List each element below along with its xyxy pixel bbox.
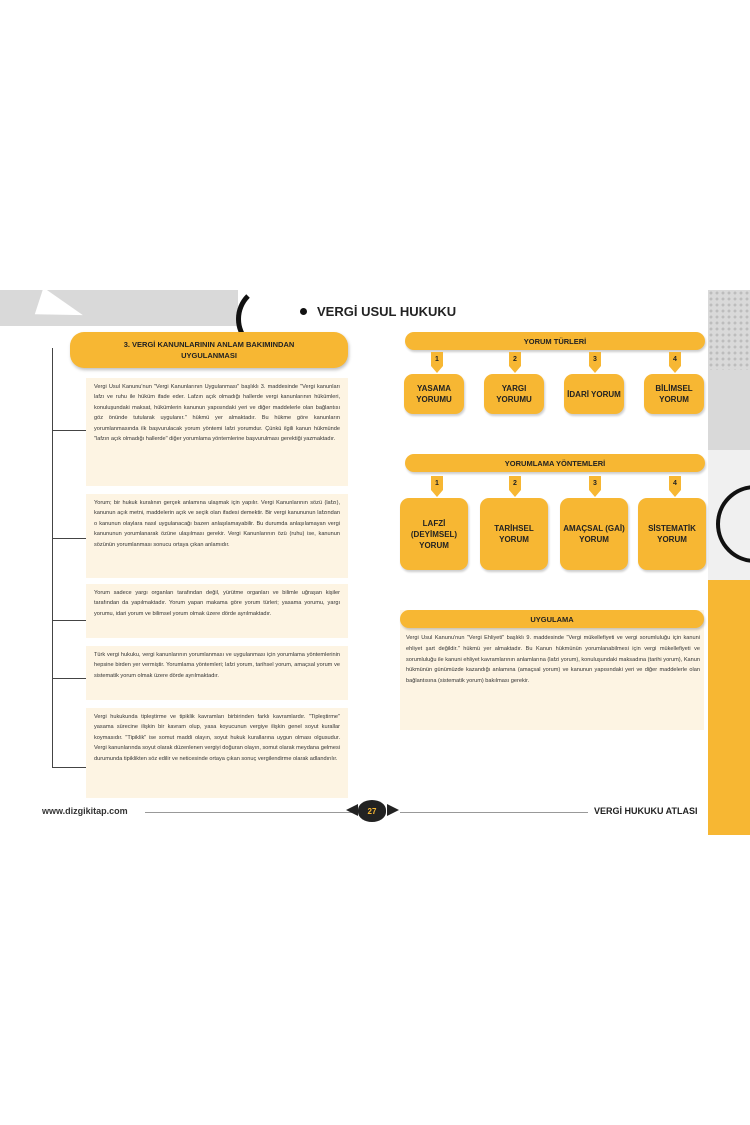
down-arrow-icon bbox=[589, 490, 601, 497]
down-arrow-icon bbox=[431, 366, 443, 373]
bullet-icon bbox=[300, 308, 307, 315]
uygulama-text: Vergi Usul Kanunu'nun "Vergi Ehliyeti" başlıklı 9. maddesinde "Vergi mükellefiyeti ve vergi sorumluluğu için kanuni ehliyet şart değildir." hükmü yer almaktadır. Bu Kanun hükmünün yorumlanabilmesi için vergi mükellefiyeti ve sorumluluğu ile kanuni ehliyet kavramlarının anlamlarına (lafzi yorum), konuluşundaki maksadına (tarihi yorum), Kanun hükmünün günümüzde kazandığı anlamına (amaçsal yorum) ve kanunun yapısındaki yeri ve diğer maddelerle olan bağlantısına (sistematik yorum) bakılması gerekir. bbox=[406, 635, 700, 685]
page-title-text: VERGİ USUL HUKUKU bbox=[317, 304, 457, 319]
connector-stub bbox=[52, 430, 88, 431]
section-heading-line2: UYGULANMASI bbox=[181, 351, 237, 360]
connector-line bbox=[52, 348, 53, 768]
dot-pattern bbox=[708, 290, 750, 370]
connector-stub bbox=[52, 767, 88, 768]
paragraph: Vergi Usul Kanunu'nun "Vergi Kanunlarının Uygulanması" başlıklı 3. maddesinde "Vergi kanunları lafzı ve ruhu ile hüküm ifade eder. Lafzın açık olmadığı hallerde vergi kanunlarının hükümleri, konuluşundaki maksat, hükümlerin kanunun yapısındaki yeri ve diğer maddelerle olan bağlantısı göz önünde tutularak uygulanır." hükmü yer almaktadır. Bu hükme göre kanunların yorumlanmasında ilk başvurulacak yorum yöntemi lafzi yorumdur. Çünkü ilgili kanun hükmünde "lafzın açık olmadığı hallerde" diğer yorumlama yöntemlerine başvurulması gerektiği yazmaktadır. bbox=[86, 378, 348, 486]
uygulama-heading: UYGULAMA bbox=[400, 610, 704, 628]
footer-divider bbox=[400, 812, 588, 813]
paragraph: Yorum sadece yargı organları tarafından değil, yürütme organları ve bilimle uğraşan kişiler tarafından da yapılmaktadır. Yorum yapan makama göre yorum türleri; yasama yorumu, yargı yorumu, idari yorum ve bilimsel yorum olmak üzere dörde ayrılmaktadır. bbox=[86, 584, 348, 638]
connector-stub bbox=[52, 678, 88, 679]
page-number: 27 bbox=[358, 800, 386, 822]
yontem-box: TARİHSEL YORUM bbox=[480, 498, 548, 570]
book-page bbox=[0, 290, 750, 835]
yorum-box: İDARİ YORUM bbox=[564, 374, 624, 414]
paragraph: Yorum; bir hukuk kuralının gerçek anlamına ulaşmak için yapılır. Vergi Kanunlarının sözü (lafzı), kanunun açık metni, maddelerin açık ve seçik olan ifadesi demektir. Bir vergi kanununun lafzından o kanunun olaylara nasıl uygulanacağı bazen anlaşılamayabilir. Bu durumda anlaşılamayan vergi kanununun yorumlanarak özüne ulaşılması gerekir. Vergi Kanunlarının özü (ruhu) ise, kanunun sözünün yorumlanması sonucu ortaya çıkan anlamıdır. bbox=[86, 494, 348, 578]
yorum-turleri-heading: YORUM TÜRLERİ bbox=[405, 332, 705, 350]
number-label: 3 bbox=[593, 479, 597, 487]
paragraph: Vergi hukukunda tipleştirme ve tipiklik kavramları birbirinden farklı kavramlardır. "Tipleştirme" yasama sürecine ilişkin bir kavram olup, yasa koyucunun vergiye ilişkin genel soyut kurallar koymasıdır. "Tipiklik" ise somut maddi olayın, soyut hukuk kurallarına uygun olması olgusudur. Vergi kanunlarında soyut olarak düzenlenen vergiyi doğuran olayın, somut olarak meydana gelmesi durumunda tipiklikten söz edilir ve neticesinde ortaya çıkan sonuç vergilendirme olarak adlandırılır. bbox=[86, 708, 348, 798]
section-heading bbox=[70, 332, 348, 368]
down-arrow-icon bbox=[509, 490, 521, 497]
yorum-box: YASAMA YORUMU bbox=[404, 374, 464, 414]
number-label: 1 bbox=[435, 355, 439, 363]
footer-divider bbox=[145, 812, 353, 813]
number-label: 4 bbox=[673, 355, 677, 363]
badge-wing-right bbox=[387, 804, 399, 816]
yontem-box: LAFZİ (DEYİMSEL) YORUM bbox=[400, 498, 468, 570]
section-heading-line1: 3. VERGİ KANUNLARININ ANLAM BAKIMINDAN bbox=[123, 340, 295, 349]
yorum-box: BİLİMSEL YORUM bbox=[644, 374, 704, 414]
number-label: 3 bbox=[593, 355, 597, 363]
yontem-box: AMAÇSAL (GAİ) YORUM bbox=[560, 498, 628, 570]
yorumlama-yontemleri-heading: YORUMLAMA YÖNTEMLERİ bbox=[405, 454, 705, 472]
connector-stub bbox=[52, 538, 88, 539]
number-label: 2 bbox=[513, 355, 517, 363]
down-arrow-icon bbox=[669, 490, 681, 497]
connector-stub bbox=[52, 620, 88, 621]
book-title: VERGİ HUKUKU ATLASI bbox=[594, 806, 698, 816]
page-title bbox=[300, 304, 456, 319]
badge-wing-left bbox=[346, 804, 358, 816]
number-label: 4 bbox=[673, 479, 677, 487]
paragraph: Türk vergi hukuku, vergi kanunlarının yorumlanması ve uygulanması için yorumlama yöntemlerinin hepsine birden yer vermiştir. Yorumlama yöntemleri; lafzi yorum, tarihsel yorum, amaçsal yorum ve sistematik yorum olmak üzere dörde ayrılmaktadır. bbox=[86, 646, 348, 700]
number-label: 2 bbox=[513, 479, 517, 487]
number-label: 1 bbox=[435, 479, 439, 487]
down-arrow-icon bbox=[431, 490, 443, 497]
yorum-box: YARGI YORUMU bbox=[484, 374, 544, 414]
down-arrow-icon bbox=[669, 366, 681, 373]
yontem-box: SİSTEMATİK YORUM bbox=[638, 498, 706, 570]
website-link[interactable]: www.dizgikitap.com bbox=[42, 806, 128, 816]
down-arrow-icon bbox=[509, 366, 521, 373]
side-panel-yellow bbox=[708, 580, 750, 835]
down-arrow-icon bbox=[589, 366, 601, 373]
